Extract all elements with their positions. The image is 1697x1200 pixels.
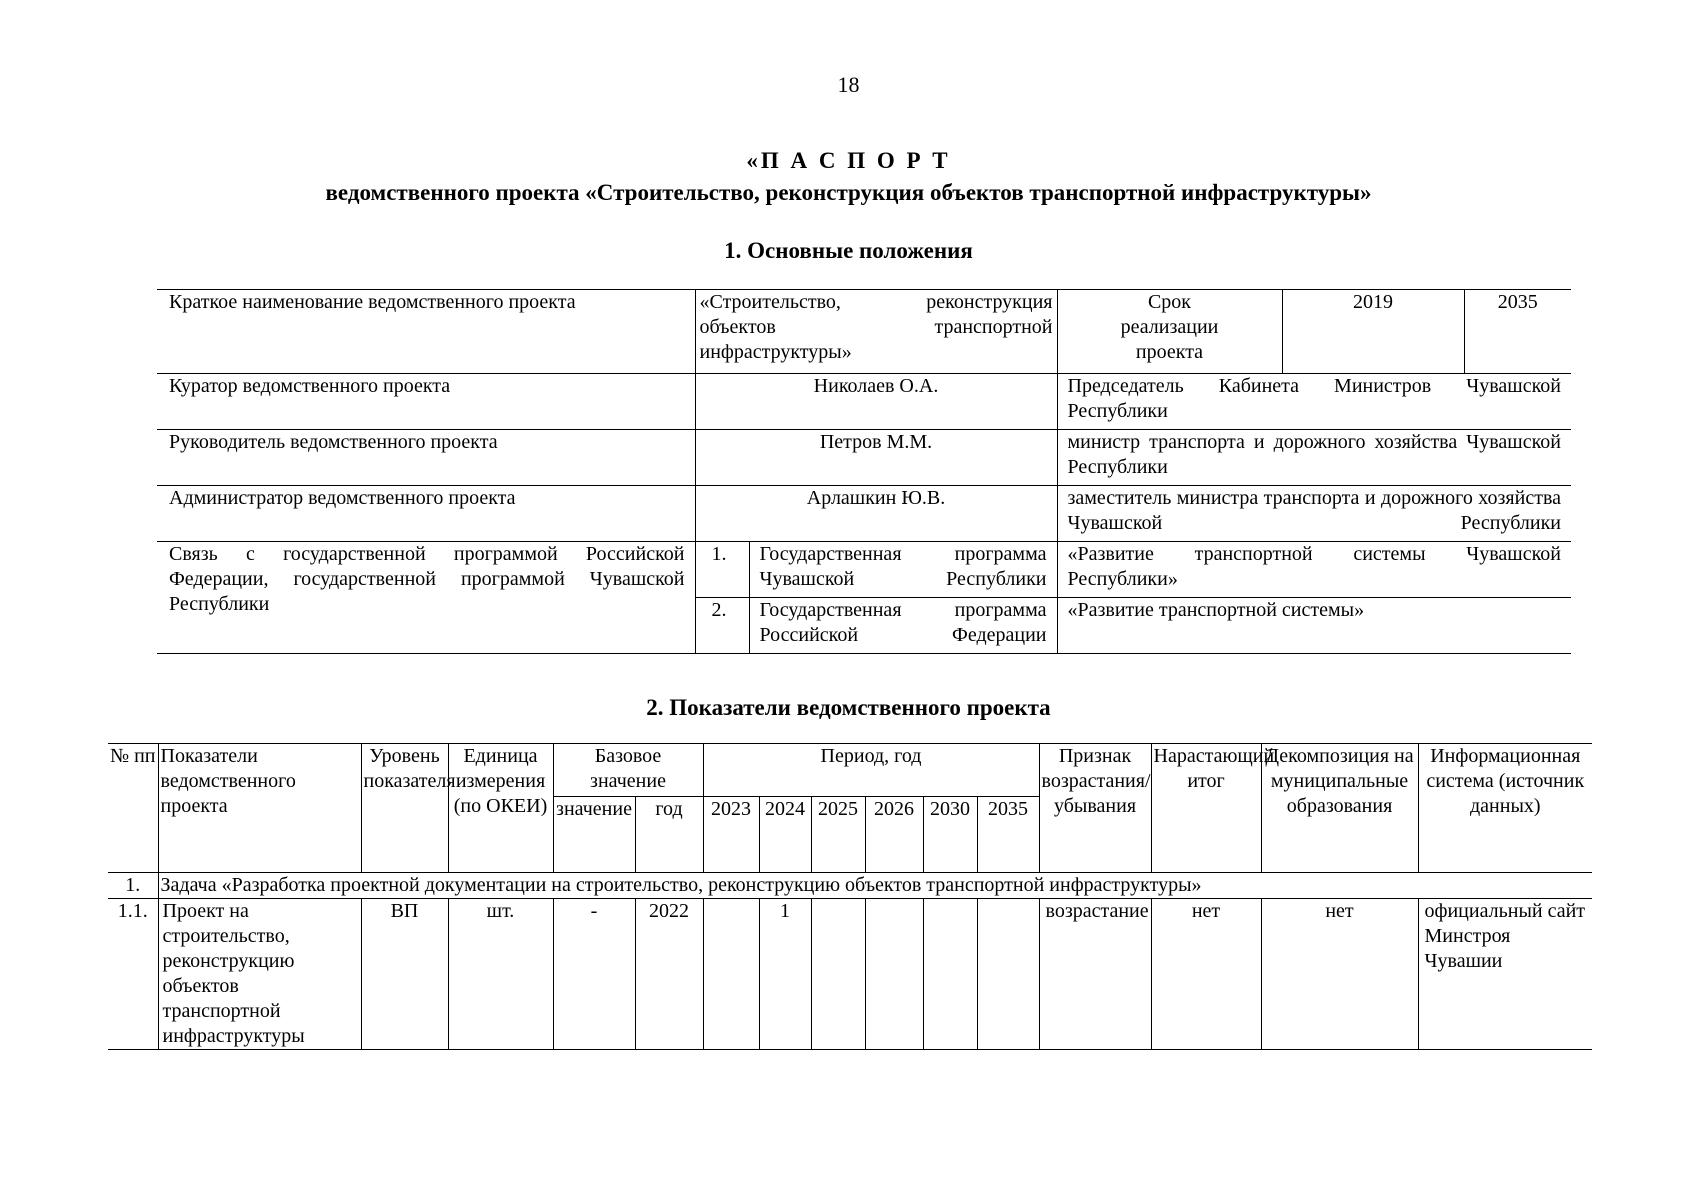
row-year-2026 [865,899,923,1050]
header-sign: Признак возрастания/ убывания [1039,744,1151,873]
term-label: Срок реализации проекта [1057,290,1282,374]
row-info-system: официальный сайт Минстроя Чувашии [1418,899,1592,1050]
main-provisions-table [157,289,1571,654]
head-name: Петров М.М. [695,430,1057,486]
row-year-2030 [923,899,977,1050]
row-name: Проект на строительство, реконструкцию объектов транспортной инфраструктуры [158,899,361,1050]
short-name-label: Краткое наименование ведомственного проекта [157,290,695,374]
row-unit: шт. [448,899,553,1050]
header-level: Уровень показателя [361,744,448,873]
table-row [157,374,1571,430]
curator-name: Николаев О.А. [695,374,1057,430]
table-row [108,899,1592,1050]
header-info-system: Информационная система (источник данных) [1418,744,1592,873]
link-1-kind: Государственная программа Чувашской Республики [749,542,1057,598]
short-name-value: «Строительство, реконструкция объектов транспортной инфраструктуры» [695,290,1057,374]
header-base: Базовое значение [553,744,703,797]
row-year-2023 [703,899,759,1050]
header-cumulative: Нарастающий итог [1151,744,1261,873]
table-row [157,486,1571,542]
section-1-title: 1. Основные положения [724,238,973,263]
header-period: Период, год [703,744,1039,797]
row-year-2024: 1 [759,899,811,1050]
row-year-2035 [977,899,1039,1050]
row-decomposition: нет [1261,899,1418,1050]
head-label: Руководитель ведомственного проекта [157,430,695,486]
link-2-name: «Развитие транспортной системы» [1057,598,1571,654]
row-base-year: 2022 [635,899,703,1050]
admin-position: заместитель министра транспорта и дорожного хозяйства Чувашской Республики [1057,486,1571,542]
header-year-2026: 2026 [865,797,923,873]
header-num: № пп [108,744,158,873]
table-row [157,290,1571,374]
curator-label: Куратор ведомственного проекта [157,374,695,430]
passport-title: «П А С П О Р Т [746,148,951,173]
page-number: 18 [837,72,860,97]
header-year-2024: 2024 [759,797,811,873]
link-2-kind: Государственная программа Российской Федерации [749,598,1057,654]
year-end: 2035 [1464,290,1571,374]
row-num: 1.1. [108,899,158,1050]
header-year-2030: 2030 [923,797,977,873]
row-sign: возрастание [1039,899,1151,1050]
row-cumulative: нет [1151,899,1261,1050]
link-1-name: «Развитие транспортной системы Чувашской Республики» [1057,542,1571,598]
admin-name: Арлашкин Ю.В. [695,486,1057,542]
header-base-value: значение [553,797,635,873]
header-unit: Единица измерения (по ОКЕИ) [448,744,553,873]
header-base-year: год [635,797,703,873]
indicators-table [108,743,1592,1050]
task-row [108,873,1592,899]
header-year-2023: 2023 [703,797,759,873]
header-decomposition: Декомпозиция на муниципальные образования [1261,744,1418,873]
head-position: министр транспорта и дорожного хозяйства Чувашской Республики [1057,430,1571,486]
header-name: Показатели ведомственного проекта [158,744,361,873]
row-level: ВП [361,899,448,1050]
header-year-2035: 2035 [977,797,1039,873]
link-1-num: 1. [695,542,749,598]
task-num: 1. [108,873,158,899]
section-2-title: 2. Показатели ведомственного проекта [646,695,1051,720]
table-row [157,542,1571,598]
header-year-2025: 2025 [811,797,865,873]
project-title: ведомственного проекта «Строительство, реконструкция объектов транспортной инфраструктуры» [325,180,1372,205]
link-label: Связь с государственной программой Российской Федерации, государственной программой Чувашской Республики [157,542,695,654]
admin-label: Администратор ведомственного проекта [157,486,695,542]
year-start: 2019 [1282,290,1464,374]
row-base-value: - [553,899,635,1050]
curator-position: Председатель Кабинета Министров Чувашской Республики [1057,374,1571,430]
row-year-2025 [811,899,865,1050]
table-row [157,430,1571,486]
link-2-num: 2. [695,598,749,654]
table-header-row [108,744,1592,797]
task-text: Задача «Разработка проектной документации на строительство, реконструкцию объектов транспортной инфраструктуры» [158,873,1592,899]
